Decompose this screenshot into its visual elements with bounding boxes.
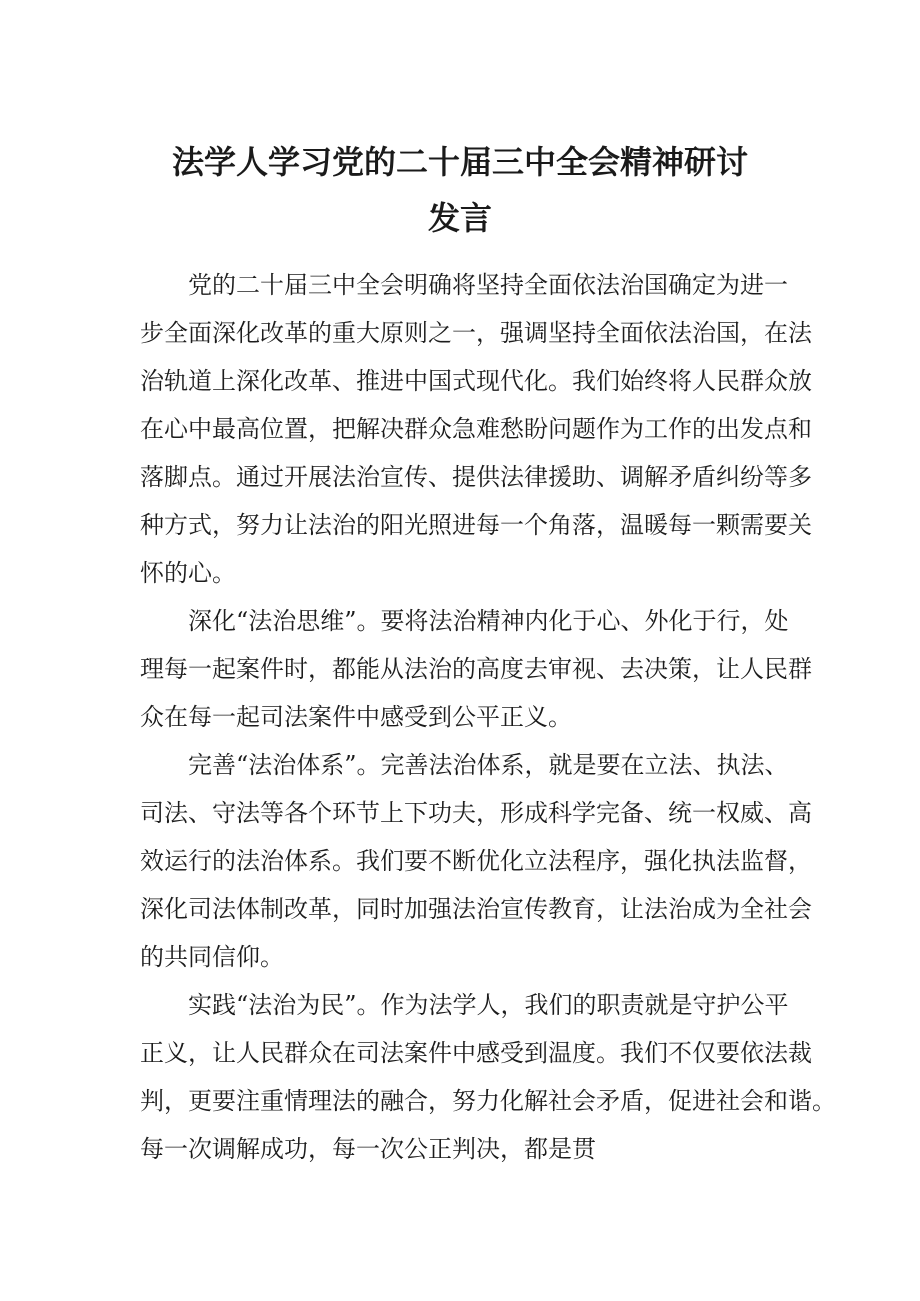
paragraph-4-line-3: 判，更要注重情理法的融合，努力化解社会矛盾，促进社会和谐。 (140, 1087, 836, 1115)
paragraph-4-line-4: 每一次调解成功，每一次公正判决，都是贯 (140, 1135, 596, 1163)
paragraph-2-line-2: 理每一起案件时，都能从法治的高度去审视、去决策，让人民群 (140, 655, 812, 683)
paragraph-3-line-1: 完善“法治体系”。完善法治体系，就是要在立法、执法、 (188, 751, 789, 779)
paragraph-1-line-4: 在心中最高位置，把解决群众急难愁盼问题作为工作的出发点和 (140, 415, 812, 443)
paragraph-1-line-6: 种方式，努力让法治的阳光照进每一个角落，温暖每一颗需要关 (140, 511, 812, 539)
paragraph-4-line-1: 实践“法治为民”。作为法学人，我们的职责就是守护公平 (188, 991, 789, 1019)
paragraph-3-line-2: 司法、守法等各个环节上下功夫，形成科学完备、统一权威、高 (140, 799, 812, 827)
document-title-line-1: 法学人学习党的二十届三中全会精神研讨 (171, 143, 748, 181)
document-title-line-2: 发言 (427, 199, 492, 237)
paragraph-4-line-2: 正义，让人民群众在司法案件中感受到温度。我们不仅要依法裁 (140, 1039, 812, 1067)
paragraph-1-line-1: 党的二十届三中全会明确将坚持全面依法治国确定为进一 (188, 271, 788, 299)
paragraph-2-line-3: 众在每一起司法案件中感受到公平正义。 (140, 703, 572, 731)
paragraph-3-line-5: 的共同信仰。 (140, 943, 284, 971)
paragraph-1-line-2: 步全面深化改革的重大原则之一，强调坚持全面依法治国，在法 (140, 319, 812, 347)
paragraph-3-line-4: 深化司法体制改革，同时加强法治宣传教育，让法治成为全社会 (140, 895, 812, 923)
paragraph-1-line-3: 治轨道上深化改革、推进中国式现代化。我们始终将人民群众放 (140, 367, 812, 395)
paragraph-3-line-3: 效运行的法治体系。我们要不断优化立法程序，强化执法监督， (140, 847, 812, 875)
paragraph-1-line-7: 怀的心。 (140, 559, 236, 587)
paragraph-1-line-5: 落脚点。通过开展法治宣传、提供法律援助、调解矛盾纠纷等多 (140, 463, 812, 491)
paragraph-2-line-1: 深化“法治思维”。要将法治精神内化于心、外化于行，处 (188, 607, 789, 635)
